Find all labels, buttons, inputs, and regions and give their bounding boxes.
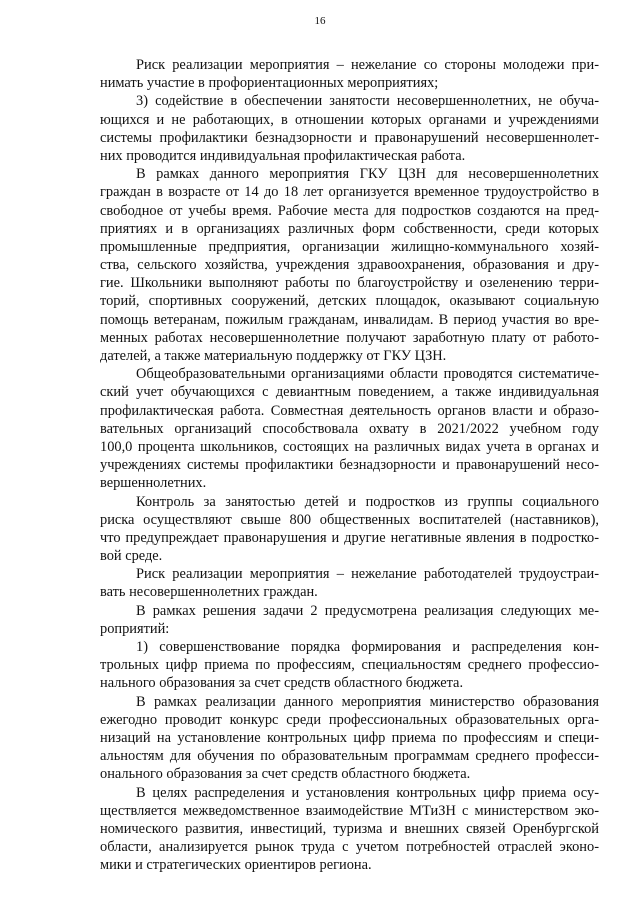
text-line: ющихся и не работающих, в отношении которых органами и учреждениями	[100, 111, 599, 128]
text-line: роприятий:	[100, 620, 170, 637]
text-line: помощь ветеранам, пожилым гражданам, инвалидам. В период участия во вре-	[100, 311, 599, 328]
text-line: нимать участие в профориентационных мероприятиях;	[100, 75, 439, 92]
text-line: них проводится индивидуальная профилактическая работа.	[100, 147, 466, 164]
text-line: граждан в возрасте от 14 до 18 лет организуется временное трудоустройство в	[100, 184, 599, 201]
text-line: 1) совершенствование порядка формирования и распределения кон-	[136, 639, 599, 655]
paragraph	[100, 784, 599, 875]
text-line: ства, сельского хозяйства, учреждения здравоохранения, образования и дру-	[100, 257, 599, 274]
paragraph	[100, 165, 599, 365]
paragraph	[100, 92, 599, 165]
text-line: нального образования за счет средств областного бюджета.	[100, 675, 464, 692]
text-line: вершеннолетних.	[100, 475, 207, 492]
text-line: гие. Школьники выполняют работы по благоустройству и озеленению терри-	[100, 275, 599, 292]
text-line: что предупреждает правонарушения и другие негативные явления в подростко-	[100, 529, 599, 546]
text-line: приятиях и в организациях различных форм собственности, среди которых	[100, 220, 599, 237]
text-line: ежегодно проводит конкурс среди профессиональных образовательных орга-	[100, 711, 599, 728]
paragraph	[100, 365, 599, 492]
text-line: Риск реализации мероприятия – нежелание со стороны молодежи при-	[136, 57, 599, 73]
paragraph	[100, 56, 599, 92]
body-text	[100, 56, 599, 874]
text-line: мики и стратегических ориентиров региона.	[100, 857, 372, 874]
text-line: трольных цифр приема по профессиям, специальностям среднего профессио-	[100, 657, 599, 674]
text-line: области, анализируется рынок труда с учетом потребностей отраслей эконо-	[100, 839, 599, 856]
text-line: системы профилактики безнадзорности и правонарушений несовершеннолет-	[100, 129, 599, 146]
text-line: свободное от учебы время. Рабочие места для подростков создаются на пред-	[100, 202, 599, 219]
text-line: вать несовершеннолетних граждан.	[100, 584, 318, 601]
text-line: учреждениях системы профилактики безнадзорности и правонарушений несо-	[100, 457, 599, 474]
text-line: В рамках реализации данного мероприятия министерство образования	[136, 693, 599, 710]
text-line: профилактическая работа. Совместная деятельность органов власти и образо-	[100, 402, 599, 419]
page-number: 16	[314, 15, 326, 27]
text-line: В целях распределения и установления контрольных цифр приема осу-	[136, 784, 599, 801]
paragraph	[100, 638, 599, 693]
text-line: риска осуществляют свыше 800 общественных воспитателей (наставников),	[100, 511, 599, 528]
text-line: торий, спортивных сооружений, детских площадок, оказывают социальную	[100, 293, 599, 310]
text-line: 100,0 процента школьников, состоящих на различных видах учета в органах и	[100, 438, 599, 455]
text-line: промышленные предприятия, организации жилищно-коммунального хозяй-	[100, 238, 599, 255]
text-line: дателей, а также материальную поддержку от ГКУ ЦЗН.	[100, 348, 447, 364]
paragraph	[100, 565, 599, 601]
text-line: В рамках данного мероприятия ГКУ ЦЗН для несовершеннолетних	[136, 166, 599, 183]
text-line: Общеобразовательными организациями области проводятся систематиче-	[136, 366, 599, 383]
paragraph	[100, 602, 599, 638]
text-line: В рамках решения задачи 2 предусмотрена реализация следующих ме-	[136, 602, 599, 619]
text-line: ский учет обучающихся с девиантным поведением, а также индивидуальная	[100, 384, 599, 401]
text-line: 3) содействие в обеспечении занятости несовершеннолетних, не обуча-	[136, 93, 599, 110]
text-line: альностям для обучения по образовательным программам среднего професси-	[100, 748, 599, 765]
text-line: Риск реализации мероприятия – нежелание работодателей трудоустраи-	[136, 566, 599, 583]
text-line: вательных организаций способствовала охвату в 2021/2022 учебном году	[100, 420, 599, 437]
text-line: менных работах несовершеннолетние получают заработную плату от работо-	[100, 329, 599, 346]
paragraph	[100, 693, 599, 784]
text-line: Контроль за занятостью детей и подростков из группы социального	[136, 493, 599, 510]
text-line: вой среде.	[100, 548, 163, 565]
text-line: онального образования за счет средств областного бюджета.	[100, 766, 471, 783]
paragraph	[100, 493, 599, 566]
text-line: ществляется межведомственное взаимодействие МТиЗН с министерством эко-	[100, 802, 599, 819]
text-line: низаций на установление контрольных цифр приема по профессиям и специ-	[100, 729, 599, 746]
text-line: номического развития, инвестиций, туризма и внешних связей Оренбургской	[100, 820, 599, 837]
